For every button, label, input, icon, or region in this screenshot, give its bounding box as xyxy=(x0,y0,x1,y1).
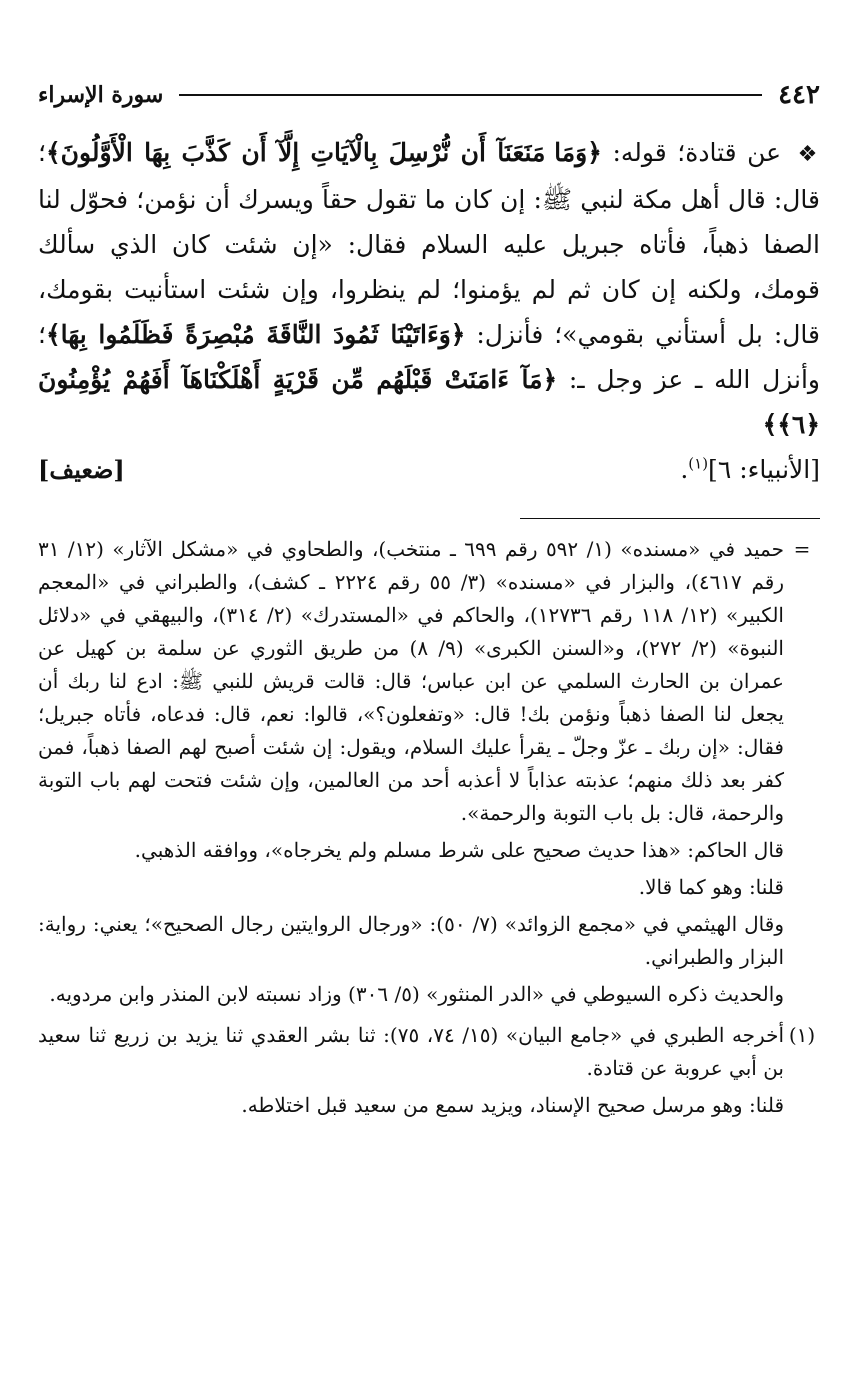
citation-group xyxy=(680,447,820,492)
footnote-marker: (١) xyxy=(788,1023,816,1047)
page xyxy=(38,78,820,1130)
footnotes xyxy=(38,533,820,1126)
footnote-continuation xyxy=(38,533,820,1015)
footnote-text: قلنا: وهو كما قالا. xyxy=(638,875,784,899)
footnote-text: قلنا: وهو مرسل صحيح الإسناد، ويزيد سمع من سعيد قبل اختلاطه. xyxy=(241,1093,784,1117)
quran-verse: ﴿وَمَا مَنَعَنَآ أَن نُّرْسِلَ بِالْآيَاتِ إِلَّآ أَن كَذَّبَ بِهَا الْأَوَّلُونَ﴾ xyxy=(45,138,602,167)
footnote-marker: = xyxy=(793,537,811,561)
running-title: سورة الإسراء xyxy=(38,82,164,108)
end-period: . xyxy=(680,455,689,484)
header-rule xyxy=(179,94,762,96)
quran-verse: ﴿مَآ ءَامَنَتْ قَبْلَهُم مِّن قَرْيَةٍ أَهْلَكْنَاهَآ أَفَهُمْ يُؤْمِنُونَ ﴿٦﴾﴾ xyxy=(38,365,820,439)
footnote-text: والحديث ذكره السيوطي في «الدر المنثور» (٥/ ٣٠٦) وزاد نسبته لابن المنذر وابن مردويه. xyxy=(49,982,784,1006)
footnote-body xyxy=(38,1019,784,1126)
main-text-segment: ؛ وأنزل الله ـ عز وجل ـ: xyxy=(38,320,821,394)
main-paragraph xyxy=(38,130,820,447)
main-text xyxy=(38,130,820,492)
quran-citation: [الأنبياء: ٦] xyxy=(708,455,820,484)
footnote-text: حميد في «مسنده» (١/ ٥٩٢ رقم ٦٩٩ ـ منتخب)، والطحاوي في «مشكل الآثار» (١٢/ ٣١ رقم ٤٦١٧)، والبزار في «مسنده» (٣/ ٥٥ رقم ٢٢٢٤ ـ كشف)، والطبراني في «المعجم الكبير» (١٢/ ١١٨ رقم ١٢٧٣٦)، والحاكم في «المستدرك» (٢/ ٣١٤)، والبيهقي في «دلائل النبوة» (٢/ ٢٧٢)، و«السنن الكبرى» (٩/ ٨) من طريق الثوري عن سلمة بن كهيل عن عمران بن الحارث السلمي عن ابن عباس؛ قال: قالت قريش للنبي ﷺ: ادع لنا ربك أن يجعل لنا الصفا ذهباً ونؤمن بك! قال: «وتفعلون؟»، قالوا: نعم، قال: فدعاه، فأتاه جبريل؛ فقال: «إن ربك ـ عزّ وجلّ ـ يقرأ عليك السلام، ويقول: إن شئت أصبح لهم الصفا ذهباً، فمن كفر بعد ذلك منهم؛ عذبته عذاباً لا أعذبه أحد من العالمين، وإن شئت فتحت لهم باب التوبة والرحمة، قال: بل باب التوبة والرحمة». xyxy=(38,537,784,825)
footnote-text: أخرجه الطبري في «جامع البيان» (١٥/ ٧٤، ٧٥): ثنا بشر العقدي ثنا يزيد بن زريع ثنا سعيد بن أبي عروبة عن قتادة. xyxy=(38,1023,784,1080)
footnote-body xyxy=(38,533,784,1015)
footnote-reference: (١) xyxy=(688,454,709,473)
page-number: ٤٤٢ xyxy=(778,80,820,110)
footnote-text: قال الحاكم: «هذا حديث صحيح على شرط مسلم ولم يخرجاه»، ووافقه الذهبي. xyxy=(134,838,784,862)
page-header xyxy=(38,78,820,112)
main-text-segment: عن قتادة؛ قوله: xyxy=(612,138,782,167)
bullet-icon: ❖ xyxy=(797,142,820,167)
footnote-text: وقال الهيثمي في «مجمع الزوائد» (٧/ ٥٠): «ورجال الروايتين رجال الصحيح»؛ يعني: رواية: البزار والطبراني. xyxy=(38,912,784,969)
footnote-rule xyxy=(520,518,820,519)
footnote-1 xyxy=(38,1019,820,1126)
grade-line xyxy=(38,447,820,492)
hadith-grade: [ضعيف] xyxy=(38,455,125,484)
main-text-segment: ؛ قال: قال أهل مكة لنبي ﷺ: إن كان ما تقول حقاً ويسرك أن نؤمن؛ فحوّل لنا الصفا ذهباً، فأتاه جبريل عليه السلام فقال: «إن شئت كان الذي سألك قومك، ولكنه إن كان ثم لم يؤمنوا؛ لم ينظروا، وإن شئت استأنيت بقومك، قال: بل أستأني بقومي»؛ فأنزل: xyxy=(38,138,820,349)
quran-verse: ﴿وَءَاتَيْنَا ثَمُودَ النَّاقَةَ مُبْصِرَةً فَظَلَمُوا بِهَا﴾ xyxy=(45,320,466,349)
